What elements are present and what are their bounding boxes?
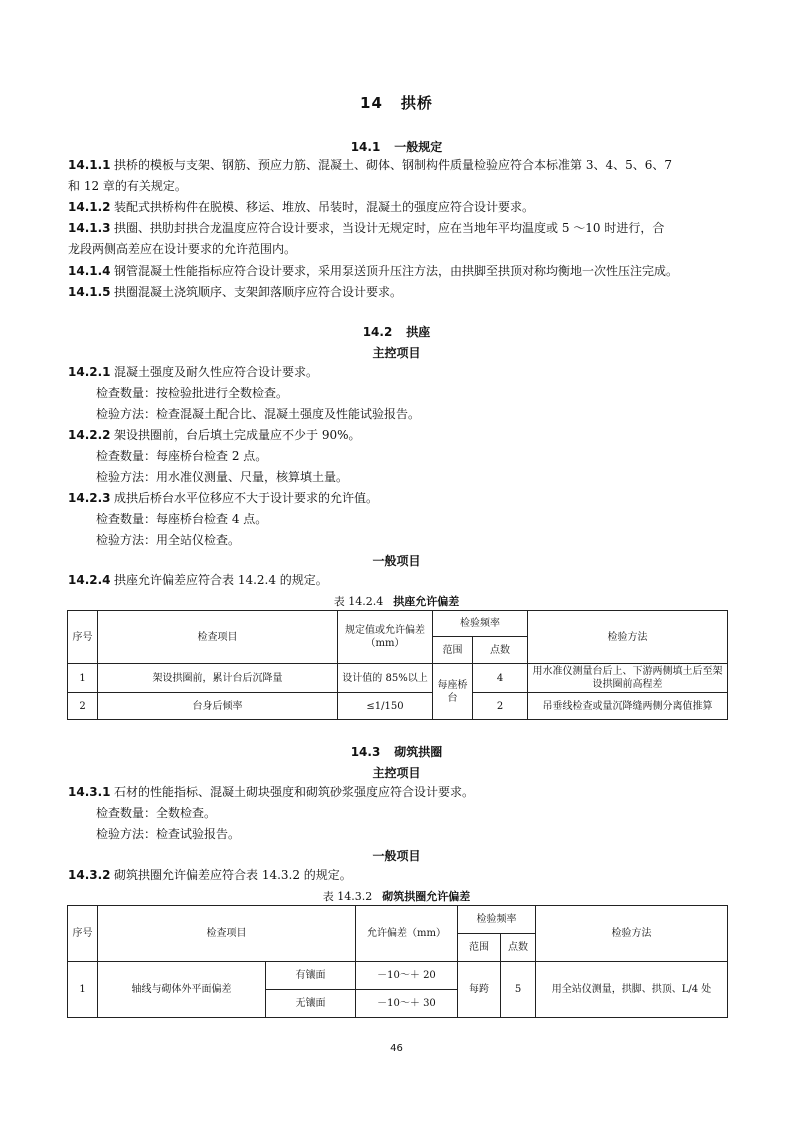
general-items-heading: 一般项目 — [372, 554, 421, 568]
table-header: 检验方法 — [528, 611, 728, 664]
table-header: 序号 — [68, 611, 98, 664]
section-14-2-title — [0, 323, 793, 340]
text-span: 表 14.3.2 — [322, 890, 373, 903]
table-header: 检查项目 — [98, 611, 338, 664]
clause-14-1-1-cont — [68, 179, 728, 193]
table-cell: 每跨 — [458, 962, 501, 1018]
clause-14-3-1 — [68, 785, 728, 799]
table-header: 检查项目 — [98, 906, 356, 962]
chapter-name: 拱桥 — [400, 94, 433, 112]
table-header: 规定值或允许偏差（mm） — [338, 611, 433, 664]
clause-14-1-1 — [68, 158, 728, 172]
table-cell: 5 — [501, 962, 536, 1018]
clause-14-1-3 — [68, 221, 728, 235]
check-quantity: 检查数量：按检验批进行全数检查。 — [96, 386, 289, 400]
chapter-title — [0, 92, 793, 113]
clause-14-2-2 — [68, 428, 728, 442]
text-span: 14.1.5 — [68, 285, 111, 299]
check-quantity: 检查数量：每座桥台检查 4 点。 — [96, 512, 268, 526]
table-row — [68, 962, 728, 990]
clause-14-3-2 — [68, 868, 728, 882]
table-cell: 吊垂线检查或量沉降缝两侧分离值推算 — [528, 693, 728, 720]
check-method: 检验方法：用水准仪测量、尺量，核算填土量。 — [96, 470, 349, 484]
table-cell: 用水准仪测量台后上、下游两侧填土后至架设拱圈前高程差 — [528, 664, 728, 693]
table-cell: 轴线与砌体外平面偏差 — [98, 962, 266, 1018]
check-method: 检验方法：用全站仪检查。 — [96, 533, 241, 547]
table-cell: 用全站仪测量，拱脚、拱顶、L/4 处 — [536, 962, 728, 1018]
text-span: 14.2 — [362, 325, 393, 339]
table-cell: 台身后倾率 — [98, 693, 338, 720]
text-span: 表 14.2.4 — [333, 595, 384, 608]
text-span: 拱桥的模板与支架、钢筋、预应力筋、混凝土、砌体、钢制构件质量检验应符合本标准第 3、4、5、6、7 — [114, 158, 672, 172]
check-quantity: 检查数量：全数检查。 — [96, 806, 217, 820]
text-span: 14.1 — [350, 140, 381, 154]
table-14-2-4-caption — [0, 593, 793, 609]
section-14-3-title — [0, 743, 793, 760]
text-span: 砌筑拱圈允许偏差 — [382, 890, 471, 903]
text-span: 14.1.4 — [68, 264, 111, 278]
table-14-3-2 — [67, 905, 728, 1018]
check-method: 检验方法：检查试验报告。 — [96, 827, 241, 841]
table-cell: 2 — [473, 693, 528, 720]
text-span: 拱座 — [406, 325, 431, 339]
clause-14-1-5 — [68, 285, 728, 299]
text-span: 14.1.2 — [68, 200, 111, 214]
table-cell: 有镶面 — [266, 962, 356, 990]
table-cell: ≤1/150 — [338, 693, 433, 720]
table-cell: 设计值的 85%以上 — [338, 664, 433, 693]
clause-14-1-3-cont — [68, 242, 728, 256]
general-items-heading: 一般项目 — [372, 849, 421, 863]
text-span: 14.3.1 — [68, 785, 111, 799]
text-span: 石材的性能指标、混凝土砌块强度和砌筑砂浆强度应符合设计要求。 — [114, 785, 475, 799]
table-cell: 1 — [68, 664, 98, 693]
text-span: 装配式拱桥构件在脱模、移运、堆放、吊装时，混凝土的强度应符合设计要求。 — [114, 200, 535, 214]
table-cell: －10～＋ 20 — [356, 962, 458, 990]
check-quantity: 检查数量：每座桥台检查 2 点。 — [96, 449, 268, 463]
text-span: 和 12 章的有关规定。 — [68, 179, 187, 193]
table-cell: 2 — [68, 693, 98, 720]
table-header: 检验频率 — [458, 906, 536, 934]
text-span: 14.3 — [350, 745, 381, 759]
text-span: 混凝土强度及耐久性应符合设计要求。 — [114, 365, 319, 379]
clause-14-2-3 — [68, 491, 728, 505]
text-span: 成拱后桥台水平位移应不大于设计要求的允许值。 — [114, 491, 379, 505]
table-header: 序号 — [68, 906, 98, 962]
text-span: 14.3.2 — [68, 868, 111, 882]
chapter-number: 14 — [360, 94, 383, 112]
table-header: 点数 — [501, 934, 536, 962]
text-span: 龙段两侧高差应在设计要求的允许范围内。 — [68, 242, 297, 256]
main-items-heading: 主控项目 — [372, 346, 421, 360]
text-span: 14.2.2 — [68, 428, 111, 442]
clause-14-2-4 — [68, 573, 728, 587]
table-14-2-4 — [67, 610, 728, 720]
table-cell: 架设拱圈前，累计台后沉降量 — [98, 664, 338, 693]
table-14-3-2-caption — [0, 888, 793, 904]
table-cell: 每座桥台 — [433, 664, 473, 720]
text-span: 架设拱圈前，台后填土完成量应不少于 90%。 — [114, 428, 361, 442]
text-span: 拱圈混凝土浇筑顺序、支架卸落顺序应符合设计要求。 — [114, 285, 403, 299]
page-number: 46 — [390, 1043, 403, 1054]
table-header: 检验方法 — [536, 906, 728, 962]
text-span: 拱座允许偏差应符合表 14.2.4 的规定。 — [114, 573, 328, 587]
table-header: 点数 — [473, 637, 528, 664]
text-span: 砌筑拱圈 — [394, 745, 443, 759]
table-header: 检验频率 — [433, 611, 528, 637]
clause-14-1-4 — [68, 264, 728, 278]
text-span: 一般规定 — [394, 140, 443, 154]
table-cell: 无镶面 — [266, 990, 356, 1018]
clause-14-1-2 — [68, 200, 728, 214]
text-span: 砌筑拱圈允许偏差应符合表 14.3.2 的规定。 — [114, 868, 352, 882]
text-span: 拱座允许偏差 — [393, 595, 460, 608]
text-span: 拱圈、拱肋封拱合龙温度应符合设计要求，当设计无规定时，应在当地年平均温度或 5 ～10 时进行，合 — [114, 221, 665, 235]
text-span: 钢管混凝土性能指标应符合设计要求，采用泵送顶升压注方法，由拱脚至拱顶对称均衡地一次性压注完成。 — [114, 264, 679, 278]
main-items-heading: 主控项目 — [372, 766, 421, 780]
text-span: 14.1.1 — [68, 158, 111, 172]
table-cell: 1 — [68, 962, 98, 1018]
table-header: 范围 — [458, 934, 501, 962]
table-row — [68, 693, 728, 720]
table-header: 范围 — [433, 637, 473, 664]
section-14-1-title — [0, 138, 793, 155]
text-span: 14.2.4 — [68, 573, 111, 587]
text-span: 14.2.1 — [68, 365, 111, 379]
table-header: 允许偏差（mm） — [356, 906, 458, 962]
text-span: 14.2.3 — [68, 491, 111, 505]
table-cell: 4 — [473, 664, 528, 693]
table-cell: －10～＋ 30 — [356, 990, 458, 1018]
check-method: 检验方法：检查混凝土配合比、混凝土强度及性能试验报告。 — [96, 407, 421, 421]
table-row — [68, 664, 728, 693]
text-span: 14.1.3 — [68, 221, 111, 235]
clause-14-2-1 — [68, 365, 728, 379]
